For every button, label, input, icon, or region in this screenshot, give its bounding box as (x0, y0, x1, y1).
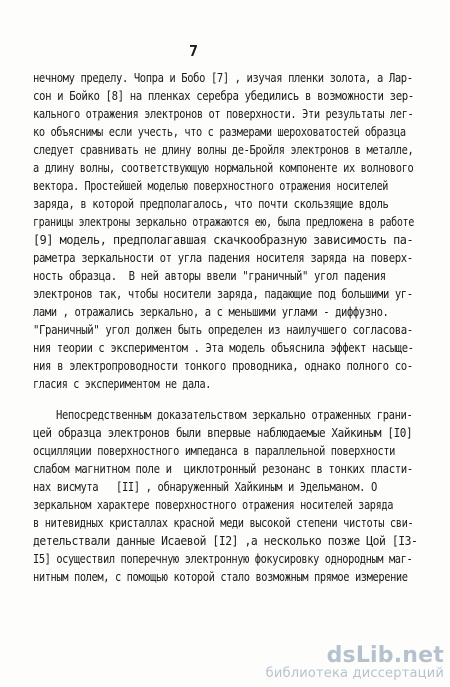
text-line: зеркальном характере поверхностного отражения носителей заряда (33, 498, 394, 512)
text-line: кального отражения электронов от поверхности. Эти результаты лег- (33, 107, 414, 121)
text-line: осцилляции поверхностного импеданса в параллельной поверхности (33, 444, 396, 458)
page-number: 7 (189, 42, 199, 60)
text-line: [9] модель, предполагавшая скачкообразную зависимость па- (33, 233, 414, 247)
text-line: ния теории с экспериментом . Эта модель объяснила эффект насыще- (33, 341, 414, 355)
text-line: "Граничный" угол должен быть определен из наилучшего согласова- (33, 323, 413, 337)
text-line: ко объяснимы если учесть, что с размерами шероховатостей образца (33, 125, 406, 139)
text-line: электронов так, чтобы носители заряда, падающие под большими уг- (33, 287, 413, 301)
text-line: слабом магнитном поле и циклотронный резонанс в тонких пласти- (33, 462, 413, 476)
text-line: следует сравнивать не длину волны де-Бройля электронов в металле, (33, 143, 414, 157)
text-line: заряда, в которой предполагалось, что почти скользящие вдоль (33, 197, 389, 211)
text-line: а длину волны, соответствующую нормальной компоненте их волнового (33, 161, 414, 175)
text-line: нитным полем, с помощью которой стало возможным прямое измерение (33, 570, 408, 584)
text-line: раметра зеркальности от угла падения носителя заряда на поверх- (33, 251, 413, 265)
text-line: цей образца электронов были впервые наблюдаемые Хайкиным [I0] (33, 426, 413, 440)
text-line: I5] осуществил поперечную электронную фокусировку однородным маг- (33, 552, 413, 566)
text-line: в нитевидных кристаллах красной меди высокой степени чистоты сви- (33, 516, 414, 530)
text-line: вектора. Простейшей моделью поверхностного отражения носителей (33, 179, 389, 193)
text-line: границы электроны зеркально отражаются ею, была предложена в работе (33, 215, 414, 229)
watermark (266, 645, 444, 681)
text-line: сон и Бойко [8] на пленках серебра убедились в возможности зер- (33, 89, 414, 103)
watermark-subtitle: библиотека диссертаций (265, 666, 444, 681)
text-line: ность образца. В ней авторы ввели "граничный" угол падения (33, 269, 386, 283)
text-line: Непосредственным доказательством зеркально отраженных грани- (56, 408, 413, 422)
text-line: нах висмута [II] , обнаруженный Хайкиным и Эдельманом. О (33, 480, 377, 494)
text-line: детельствали данные Исаевой [I2] ,а несколько позже Цой [I3- (33, 534, 418, 548)
text-line: лами , отражались зеркально, а с меньшими углами - диффузно. (33, 305, 389, 319)
text-line: ния в электропроводности тонкого проводника, однако полного со- (33, 359, 413, 373)
text-line: нечному пределу. Чопра и Бобо [7] , изучая пленки золота, а Лар- (33, 71, 413, 85)
watermark-logo: dsLib.net (326, 643, 444, 668)
text-line: гласия с экспериментом не дала. (33, 377, 212, 391)
